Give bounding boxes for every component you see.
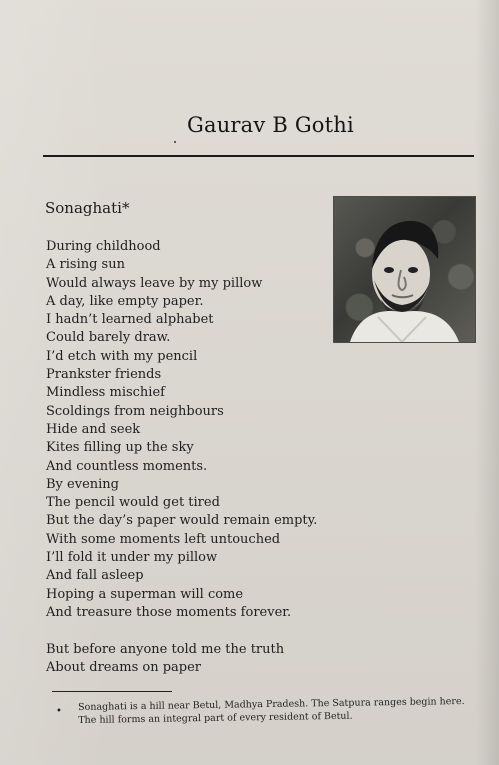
poem-line: With some moments left untouched <box>46 531 281 547</box>
title-divider <box>43 155 474 157</box>
page-mark <box>174 141 176 143</box>
poem-line: I’d etch with my pencil <box>46 348 198 364</box>
poem-line: I hadn’t learned alphabet <box>46 312 214 328</box>
poem-line: During childhood <box>46 239 161 254</box>
poem-line: Mindless mischief <box>46 385 165 401</box>
poem-line: Scoldings from neighbours <box>46 403 224 419</box>
poem-line: Would always leave by my pillow <box>46 275 263 291</box>
footnote-divider <box>52 691 172 692</box>
author-photo <box>333 196 476 343</box>
poem-title: Sonaghati* <box>45 199 130 217</box>
poem-line: Could barely draw. <box>46 330 171 346</box>
poem-line: A rising sun <box>46 257 125 273</box>
poem-line: But the day’s paper would remain empty. <box>46 513 318 529</box>
poem-line: Prankster friends <box>46 367 162 383</box>
poem-line: I’ll fold it under my pillow <box>46 550 218 566</box>
stanza-gap <box>46 622 326 640</box>
poem-line: And countless moments. <box>46 458 208 474</box>
poem-line: And fall asleep <box>46 568 144 584</box>
poem-line: Kites filling up the sky <box>46 440 194 456</box>
poem-line: By evening <box>46 476 119 492</box>
poem-line: And treasure those moments forever. <box>46 604 292 620</box>
poem-line: A day, like empty paper. <box>46 293 204 309</box>
footnote-marker: • <box>56 706 62 717</box>
page-fold-shadow <box>475 0 499 765</box>
poem-line: About dreams on paper <box>46 659 202 675</box>
poem-line: The pencil would get tired <box>46 495 220 511</box>
author-heading: Gaurav B Gothi <box>187 113 354 137</box>
poem-line: Hide and seek <box>46 421 141 437</box>
footnote-text: Sonaghati is a hill near Betul, Madhya Pradesh. The Satpura ranges begin here. The hill forms an integral part of every resident of Betul. <box>78 695 465 726</box>
poem-line: But before anyone told me the truth <box>46 641 285 657</box>
poem-line: Hoping a superman will come <box>46 586 244 602</box>
poem-body <box>46 238 326 677</box>
